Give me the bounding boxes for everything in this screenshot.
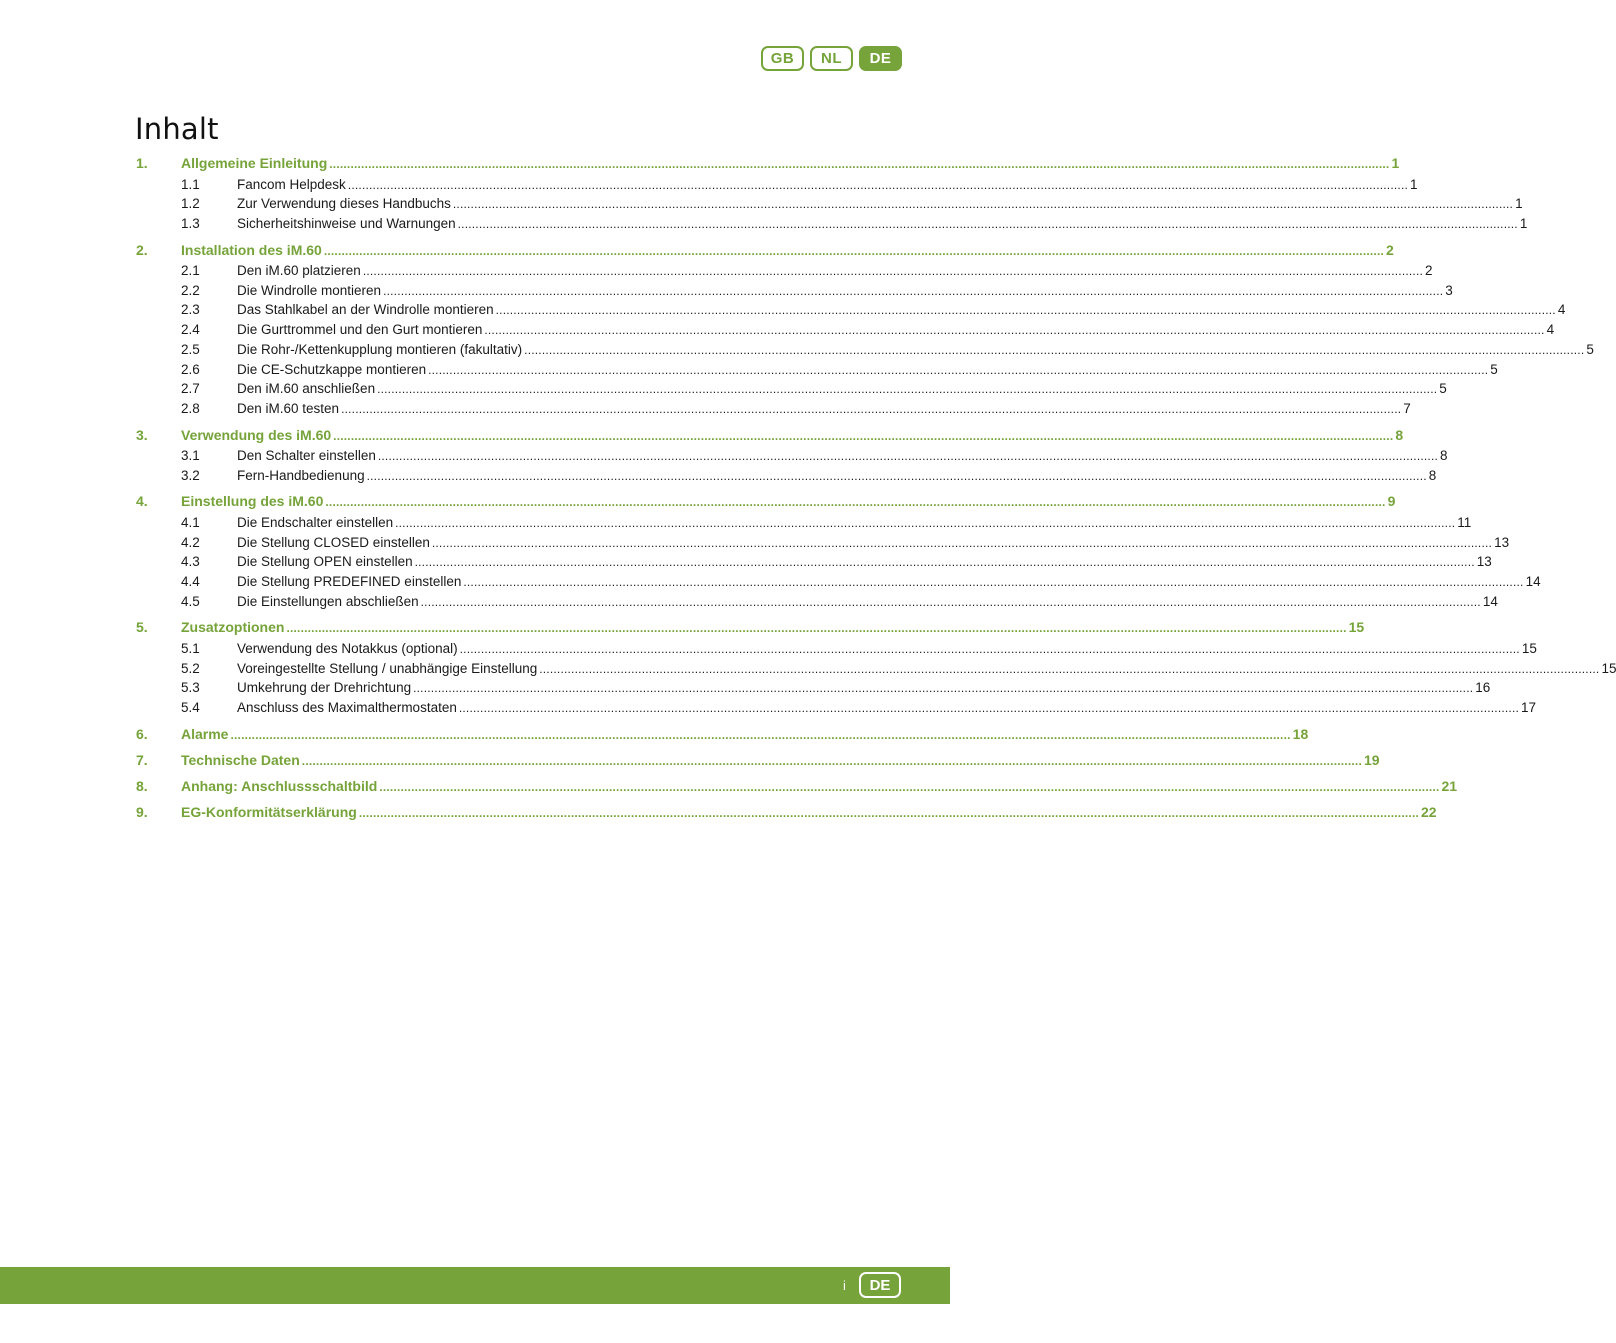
toc-leader-dots: ............................................................................................................................................................................................................................................................................................................ — [459, 641, 1520, 656]
toc-section[interactable] — [136, 699, 1537, 720]
toc-label: Die Stellung CLOSED einstellen — [237, 534, 430, 550]
toc-leader-dots: ............................................................................................................................................................................................................................................................................................................ — [347, 177, 1409, 192]
toc-page-number: 18 — [1292, 725, 1309, 742]
toc-number: 3.2 — [181, 467, 200, 483]
toc-page-number: 1 — [1519, 215, 1528, 231]
toc-section[interactable] — [136, 196, 1523, 216]
toc-section[interactable] — [136, 574, 1541, 594]
toc-label: Anhang: Anschlussschaltbild — [181, 777, 378, 794]
toc-chapter[interactable] — [136, 777, 1458, 798]
toc-chapter[interactable] — [136, 493, 1396, 513]
toc-number: 3.1 — [181, 448, 200, 464]
toc-page-number: 8 — [1395, 426, 1404, 443]
toc-leader-dots: ............................................................................................................................................................................................................................................................................................................ — [458, 700, 1520, 715]
toc-leader-dots: ............................................................................................................................................................................................................................................................................................................ — [539, 661, 1600, 676]
toc-section[interactable] — [136, 302, 1566, 322]
toc-leader-dots: ............................................................................................................................................................................................................................................................................................................ — [301, 753, 1362, 768]
toc-section[interactable] — [136, 680, 1491, 700]
toc-leader-dots: ............................................................................................................................................................................................................................................................................................................ — [333, 428, 1394, 443]
toc-leader-dots: ............................................................................................................................................................................................................................................................................................................ — [286, 621, 1347, 636]
toc-leader-dots: ............................................................................................................................................................................................................................................................................................................ — [420, 594, 1481, 609]
toc-leader-dots: ............................................................................................................................................................................................................................................................................................................ — [379, 779, 1440, 794]
toc-page-number: 15 — [1348, 619, 1365, 636]
toc-number: 2.2 — [181, 282, 200, 298]
toc-number: 2.1 — [181, 263, 200, 279]
toc-section[interactable] — [136, 282, 1453, 303]
toc-number: 4.4 — [181, 574, 200, 589]
toc-section[interactable] — [136, 381, 1447, 401]
footer-bar — [0, 1267, 950, 1304]
toc-label: Den iM.60 anschließen — [237, 381, 376, 397]
toc-page-number: 9 — [1387, 493, 1396, 510]
toc-number: 2.3 — [181, 302, 200, 318]
language-tab-nl[interactable]: NL — [810, 46, 853, 71]
toc-leader-dots: ............................................................................................................................................................................................................................................................................................................ — [377, 382, 1438, 397]
toc-chapter[interactable] — [136, 619, 1365, 639]
toc-number: 4.3 — [181, 554, 200, 570]
toc-section[interactable] — [136, 448, 1448, 468]
toc-page-number: 21 — [1441, 777, 1458, 794]
toc-page-number: 15 — [1601, 660, 1616, 676]
toc-page-number: 8 — [1428, 467, 1437, 483]
toc-page-number: 2 — [1386, 241, 1394, 258]
toc-section[interactable] — [136, 400, 1411, 421]
toc-section[interactable] — [136, 263, 1433, 283]
page-title: Inhalt — [135, 112, 219, 146]
toc-label: Die Gurttrommel und den Gurt montieren — [237, 322, 483, 338]
toc-number: 6. — [136, 725, 148, 742]
toc-section[interactable] — [136, 467, 1437, 488]
toc-number: 2.5 — [181, 341, 200, 357]
toc-label: Den Schalter einstellen — [237, 448, 376, 464]
toc-chapter[interactable] — [136, 803, 1437, 824]
toc-label: Alarme — [181, 725, 229, 742]
footer-language-badge: DE — [859, 1272, 901, 1298]
toc-leader-dots: ............................................................................................................................................................................................................................................................................................................ — [377, 449, 1439, 464]
toc-leader-dots: ............................................................................................................................................................................................................................................................................................................ — [457, 216, 1518, 231]
toc-page-number: 13 — [1476, 554, 1492, 570]
toc-label: Zusatzoptionen — [181, 619, 285, 636]
toc-label: Die Endschalter einstellen — [237, 514, 394, 530]
toc-number: 7. — [136, 751, 148, 768]
toc-label: Einstellung des iM.60 — [181, 493, 324, 510]
toc-leader-dots: ............................................................................................................................................................................................................................................................................................................ — [362, 264, 1424, 279]
toc-page-number: 1 — [1515, 196, 1523, 212]
toc-label: Die Windrolle montieren — [237, 282, 382, 298]
toc-number: 5.3 — [181, 680, 200, 696]
toc-page-number: 8 — [1440, 448, 1448, 464]
toc-chapter[interactable] — [136, 751, 1380, 772]
toc-label: EG-Konformitätserklärung — [181, 803, 357, 820]
toc-number: 5.2 — [181, 660, 200, 676]
toc-page-number: 11 — [1457, 514, 1472, 530]
language-tab-de[interactable]: DE — [859, 46, 902, 71]
toc-number: 2. — [136, 241, 148, 258]
toc-label: Die Rohr-/Kettenkupplung montieren (fakultativ) — [237, 341, 523, 357]
toc-label: Installation des iM.60 — [181, 241, 322, 258]
toc-label: Zur Verwendung dieses Handbuchs — [237, 196, 451, 212]
toc-section[interactable] — [136, 215, 1528, 236]
toc-page-number: 17 — [1521, 699, 1537, 715]
toc-section[interactable] — [136, 176, 1418, 197]
footer-page-number: i — [843, 1278, 846, 1293]
table-of-contents — [136, 155, 1616, 824]
toc-label: Technische Daten — [181, 751, 300, 768]
toc-leader-dots: ............................................................................................................................................................................................................................................................................................................ — [329, 157, 1390, 171]
toc-page-number: 14 — [1482, 593, 1498, 609]
toc-page-number: 5 — [1586, 341, 1594, 357]
toc-label: Das Stahlkabel an der Windrolle montieren — [237, 302, 494, 318]
toc-page-number: 15 — [1521, 640, 1537, 656]
toc-number: 8. — [136, 777, 148, 794]
toc-section[interactable] — [136, 534, 1510, 555]
toc-number: 5.1 — [181, 640, 200, 656]
toc-section[interactable] — [136, 593, 1498, 614]
toc-label: Den iM.60 platzieren — [237, 263, 361, 279]
toc-chapter[interactable] — [136, 725, 1309, 746]
toc-chapter[interactable] — [136, 155, 1400, 175]
toc-page-number: 19 — [1363, 751, 1380, 768]
toc-page-number: 3 — [1445, 282, 1453, 298]
toc-leader-dots: ............................................................................................................................................................................................................................................................................................................ — [323, 243, 1385, 258]
toc-number: 2.7 — [181, 381, 200, 397]
toc-leader-dots: ............................................................................................................................................................................................................................................................................................................ — [431, 535, 1493, 550]
toc-leader-dots: ............................................................................................................................................................................................................................................................................................................ — [325, 495, 1386, 510]
toc-number: 4. — [136, 493, 148, 510]
toc-leader-dots: ............................................................................................................................................................................................................................................................................................................ — [452, 197, 1514, 212]
toc-number: 4.2 — [181, 534, 200, 550]
toc-page-number: 7 — [1403, 400, 1411, 416]
toc-leader-dots: ............................................................................................................................................................................................................................................................................................................ — [495, 303, 1556, 318]
toc-label: Verwendung des Notakkus (optional) — [237, 640, 458, 656]
toc-label: Anschluss des Maximalthermostaten — [237, 699, 457, 715]
toc-page-number: 4 — [1546, 322, 1555, 338]
toc-leader-dots: ............................................................................................................................................................................................................................................................................................................ — [395, 515, 1456, 530]
toc-section[interactable] — [136, 341, 1594, 362]
toc-number: 2.4 — [181, 322, 200, 338]
toc-label: Voreingestellte Stellung / unabhängige Einstellung — [237, 660, 538, 676]
toc-number: 1.1 — [181, 176, 200, 192]
toc-label: Verwendung des iM.60 — [181, 426, 332, 443]
toc-section[interactable] — [136, 660, 1616, 681]
toc-label: Fancom Helpdesk — [237, 176, 346, 192]
toc-leader-dots: ............................................................................................................................................................................................................................................................................................................ — [383, 283, 1444, 298]
toc-label: Die Stellung OPEN einstellen — [237, 554, 413, 570]
toc-number: 4.5 — [181, 593, 200, 609]
toc-chapter[interactable] — [136, 241, 1394, 262]
toc-number: 2.6 — [181, 361, 200, 377]
toc-label: Die Einstellungen abschließen — [237, 593, 419, 609]
toc-label: Die Stellung PREDEFINED einstellen — [237, 574, 462, 589]
toc-number: 4.1 — [181, 514, 200, 530]
toc-label: Sicherheitshinweise und Warnungen — [237, 215, 456, 231]
toc-number: 2.8 — [181, 400, 200, 416]
toc-section[interactable] — [136, 640, 1537, 661]
toc-number: 1.2 — [181, 196, 200, 212]
toc-label: Den iM.60 testen — [237, 400, 340, 416]
toc-number: 9. — [136, 803, 148, 820]
toc-number: 5.4 — [181, 699, 200, 715]
toc-page-number: 5 — [1490, 361, 1498, 377]
language-tab-gb[interactable]: GB — [761, 46, 804, 71]
toc-label: Umkehrung der Drehrichtung — [237, 680, 412, 696]
toc-label: Die CE-Schutzkappe montieren — [237, 361, 427, 377]
toc-page-number: 22 — [1421, 803, 1437, 820]
toc-page-number: 14 — [1525, 574, 1541, 589]
toc-leader-dots: ............................................................................................................................................................................................................................................................................................................ — [341, 401, 1402, 416]
toc-leader-dots: ............................................................................................................................................................................................................................................................................................................ — [414, 555, 1475, 570]
toc-page-number: 1 — [1391, 155, 1400, 171]
toc-chapter[interactable] — [136, 426, 1404, 447]
toc-label: Fern-Handbedienung — [237, 467, 365, 483]
toc-leader-dots: ............................................................................................................................................................................................................................................................................................................ — [463, 575, 1524, 589]
toc-leader-dots: ............................................................................................................................................................................................................................................................................................................ — [358, 805, 1420, 820]
toc-number: 5. — [136, 619, 148, 636]
toc-leader-dots: ............................................................................................................................................................................................................................................................................................................ — [413, 681, 1474, 696]
toc-leader-dots: ............................................................................................................................................................................................................................................................................................................ — [428, 362, 1489, 377]
toc-section[interactable] — [136, 361, 1498, 382]
toc-section[interactable] — [136, 554, 1492, 574]
toc-leader-dots: ............................................................................................................................................................................................................................................................................................................ — [524, 342, 1585, 357]
toc-leader-dots: ............................................................................................................................................................................................................................................................................................................ — [484, 323, 1545, 338]
toc-label: Allgemeine Einleitung — [181, 155, 328, 171]
toc-page-number: 16 — [1475, 680, 1491, 696]
toc-section[interactable] — [136, 514, 1472, 535]
language-tabs — [761, 46, 902, 71]
toc-leader-dots: ............................................................................................................................................................................................................................................................................................................ — [366, 468, 1427, 483]
toc-page-number: 4 — [1557, 302, 1566, 318]
toc-page-number: 1 — [1410, 176, 1418, 192]
toc-page-number: 13 — [1494, 534, 1510, 550]
toc-number: 1. — [136, 155, 148, 171]
toc-page-number: 5 — [1439, 381, 1447, 397]
toc-number: 1.3 — [181, 215, 200, 231]
toc-page-number: 2 — [1425, 263, 1433, 279]
toc-number: 3. — [136, 426, 148, 443]
toc-leader-dots: ............................................................................................................................................................................................................................................................................................................ — [230, 727, 1291, 742]
toc-section[interactable] — [136, 322, 1555, 342]
